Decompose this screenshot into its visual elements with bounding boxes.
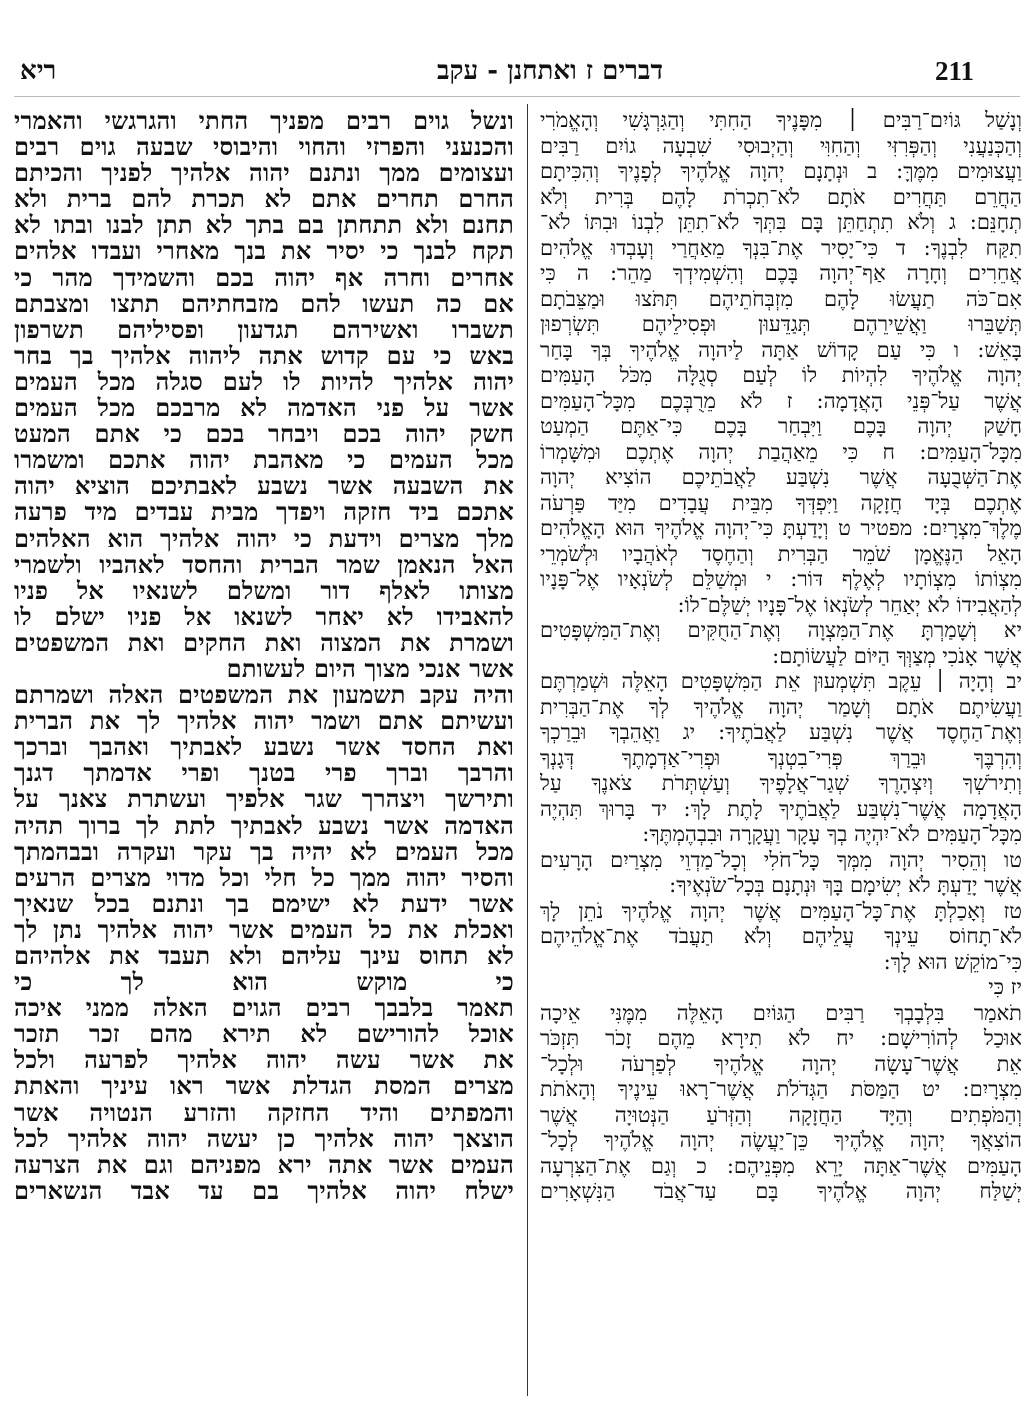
text-line: חָשַׁק יְהוָה בָּכֶם וַיִּבְחַר בָּכֶם כִּי־אַתֶּם הַמְעַט [540,414,1022,438]
text-line: ונשל גוים רבים מפניך החתי והגרגשי והאמרי [14,108,514,135]
text-line: טז וְאָכַלְתָּ אֶת־כָּל־הָעַמִּים אֲשֶׁר יְהוָה אֱלֹהֶיךָ נֹתֵן לָךְ [540,898,1022,923]
text-line: מכל העמים כי מאהבת יהוה אתכם ומשמרו [14,447,514,474]
text-line: האל הנאמן שמר הברית והחסד לאהביו ולשמרי [14,551,514,578]
text-line: וַעֲשִׂיתֶם אֹתָם וְשָׁמַר יְהוָה אֱלֹהֶיךָ לְךָ אֶת־הַבְּרִית [540,694,1022,719]
text-line: הָאֲדָמָה אֲשֶׁר־נִשְׁבַּע לַאֲבֹתֶיךָ לָתֶת לָךְ: יד בָּרוּךְ תִּהְיֶה [540,796,1022,821]
text-line: אֲחֵרִים וְחָרָה אַף־יְהוָה בָּכֶם וְהִשְׁמִידְךָ מַהֵר: ה כִּי [540,261,1022,285]
text-line: ואכלת את כל העמים אשר יהוה אלהיך נתן לך [14,916,514,943]
text-line: אשר ידעת לא ישימם בך ונתנם בכל שנאיך [14,890,514,917]
text-line: לֹא־תָחוֹס עֵינְךָ עֲלֵיהֶם וְלֹא תַעֲבֹד אֶת־אֱלֹהֵיהֶם [540,924,1022,948]
text-line: אֶת־הַשְּׁבֻעָה אֲשֶׁר נִשְׁבַּע לַאֲבֹתֵיכֶם הוֹצִיא יְהוָה [540,465,1022,489]
text-line: טו וְהֵסִיר יְהוָה מִמְּךָ כָּל־חֹלִי וְכָל־מַדְוֵי מִצְרַיִם הָרָעִים [540,847,1022,872]
text-line: אֲשֶׁר אָנֹכִי מְצַוְּךָ הַיּוֹם לַעֲשׂוֹתָם: [772,643,1022,668]
text-line: ועשיתם אתם ושמר יהוה אלהיך לך את הברית [14,708,514,735]
text-line: תשברו ואשירהם תגדעון ופסיליהם תשרפון [14,316,514,343]
text-line: אוכל להורישם לא תירא מהם זכר תזכר [14,1021,514,1048]
text-line: אשר אנכי מצוך היום לעשותם [226,655,514,683]
text-line: וְתִירֹשְׁךָ וְיִצְהָרֶךָ שְׁגַר־אֲלָפֶיךָ וְעַשְׁתְּרֹת צֹאנֶךָ עַל [540,771,1022,795]
text-line: אֶתְכֶם בְּיָד חֲזָקָה וַיִּפְדְּךָ מִבֵּית עֲבָדִים מִיַּד פַּרְעֹה [540,490,1022,515]
text-line: מִכָּל־הָעַמִּים לֹא־יִהְיֶה בְךָ עָקָר וַעֲקָרָה וּבִבְהֶמְתֶּךָ: [642,822,1022,846]
text-line: ישלח יהוה אלהיך בם עד אבד הנשארים [14,1177,514,1204]
text-line: מצרים המסת הגדלת אשר ראו עיניך והאתת [14,1073,514,1100]
text-line: והרבך וברך פרי בטנך ופרי אדמתך דגנך [14,760,514,787]
text-line: אֵת אֲשֶׁר־עָשָׂה יְהוָה אֱלֹהֶיךָ לְפַרְעֹה וּלְכָל־ [540,1051,1022,1076]
text-line: לְהַאֲבִידוֹ לֹא יְאַחֵר לְשֹׂנְאוֹ אֶל־פָּנָיו יְשַׁלֶּם־לוֹ: [677,592,1022,617]
text-line: אתכם ביד חזקה ויפדך מבית עבדים מיד פרעה [14,499,514,526]
text-line: יהוה אלהיך להיות לו לעם סגלה מכל העמים [14,368,514,396]
text-line: מצותו לאלף דור ומשלם לשנאיו אל פניו [14,577,514,604]
text-line: אם כה תעשו להם מזבחתיהם תתצו ומצבתם [14,290,514,317]
text-line: חשק יהוה בכם ויבחר בכם כי אתם המעט [14,421,514,448]
hebrew-page-number: ריא [20,56,57,86]
text-line: ועצומים ממך ונתנם יהוה אלהיך לפניך והכיתם [14,160,514,187]
text-line: תְּשַׁבֵּרוּ וַאֲשֵׁירֵהֶם תְּגַדֵּעוּן וּפְסִילֵיהֶם תִּשְׂרְפוּן [540,312,1022,336]
text-line: העמים אשר אתה ירא מפניהם וגם את הצרעה [14,1151,514,1178]
text-line: מֶלֶךְ־מִצְרָיִם: מפטיר ט וְיָדַעְתָּ כִּי־יְהוָה אֱלֹהֶיךָ הוּא הָאֱלֹהִים [540,516,1022,540]
text-line: את אשר עשה יהוה אלהיך לפרעה ולכל [14,1047,514,1074]
text-line: אחרים וחרה אף יהוה בכם והשמידך מהר כי [14,264,514,291]
text-line: יב וְהָיָה ׀ עֵקֶב תִּשְׁמְעוּן אֵת הַמִּשְׁפָּטִים הָאֵלֶּה וּשְׁמַרְתֶּם [540,669,1022,693]
vowelized-text-column [540,108,1022,1205]
text-line: תחנם ולא תתחתן בם בתך לא תתן לבנו ובתו לא [14,212,514,239]
text-line: כי מוקש הוא לך כי [14,969,514,996]
text-line: הַחֲרֵם תַּחֲרִים אֹתָם לֹא־תִכְרֹת לָהֶם בְּרִית וְלֹא [540,184,1022,209]
text-line: אִם־כֹּה תַעֲשׂוּ לָהֶם מִזְבְּחֹתֵיהֶם תִּתֹּצוּ וּמַצֵּבֹתָם [540,286,1022,311]
text-line: יְהוָה אֱלֹהֶיךָ לִהְיוֹת לוֹ לְעַם סְגֻלָּה מִכֹּל הָעַמִּים [540,363,1022,387]
text-line: להאבידו לא יאחר לשנאו אל פניו ישלם לו [14,603,514,630]
text-line: אֲשֶׁר יָדַעְתָּ לֹא יְשִׂימָם בָּךְ וּנְתָנָם בְּכָל־שֹׂנְאֶיךָ: [669,873,1022,897]
text-line: וְהַמֹּפְתִים וְהַיָּד הַחֲזָקָה וְהַזְּרֹעַ הַנְּטוּיָה אֲשֶׁר [540,1102,1022,1127]
text-line: מִכָּל־הָעַמִּים: ח כִּי מֵאַהֲבַת יְהוָה אֶתְכֶם וּמִשָּׁמְרוֹ [540,439,1022,464]
scroll-text-column [14,108,514,1204]
text-line: הָעַמִּים אֲשֶׁר־אַתָּה יָרֵא מִפְּנֵיהֶם: כ וְגַם אֶת־הַצִּרְעָה [540,1153,1022,1178]
text-line: הָאֵל הַנֶּאֱמָן שֹׁמֵר הַבְּרִית וְהַחֶסֶד לְאֹהֲבָיו וּלְשֹׁמְרֵי [540,541,1022,566]
text-line: תֹאמַר בִּלְבָבְךָ רַבִּים הַגּוֹיִם הָאֵלֶּה מִמֶּנִּי אֵיכָה [540,1000,1022,1025]
text-line: מִצְרָיִם: יט הַמַּסֹּת הַגְּדֹלֹת אֲשֶׁר־רָאוּ עֵינֶיךָ וְהָאֹתֹת [540,1077,1022,1101]
text-line: בָּאֵשׁ: ו כִּי עַם קָדוֹשׁ אַתָּה לַיהוָה אֱלֹהֶיךָ בְּךָ בָּחַר [540,337,1022,362]
text-line: הוצאך יהוה אלהיך כן יעשה יהוה אלהיך לכל [14,1125,514,1152]
text-line: באש כי עם קדוש אתה ליהוה אלהיך בך בחר [14,342,514,369]
text-line: אֲשֶׁר עַל־פְּנֵי הָאֲדָמָה: ז לֹא מֵרֻבְּכֶם מִכָּל־הָעַמִּים [540,388,1022,413]
text-line: וְנָשַׁל גּוֹיִם־רַבִּים ׀ מִפָּנֶיךָ הַחִתִּי וְהַגִּרְגָּשִׁי וְהָאֱמֹרִי [540,108,1022,132]
text-line: לא תחוס עינך עליהם ולא תעבד את אלהיהם [14,943,514,970]
text-line: וַעֲצוּמִים מִמֶּךָּ: ב וּנְתָנָם יְהוָה אֱלֹהֶיךָ לְפָנֶיךָ וְהִכִּיתָם [540,159,1022,183]
text-line: וְאֶת־הַחֶסֶד אֲשֶׁר נִשְׁבַּע לַאֲבֹתֶיךָ: יג וַאֲהֵבְךָ וּבֵרַכְךָ [540,720,1022,744]
text-line: והכנעני והפרזי והחוי והיבוסי שבעה גוים רבים [14,134,514,161]
running-title: דברים ז ואתחנן - עקב [437,56,663,86]
text-line: והמפתים והיד החזקה והזרע הנטויה אשר [14,1099,514,1126]
text-line: יז כִּי [988,975,1022,999]
text-line: הוֹצִאֲךָ יְהוָה אֱלֹהֶיךָ כֵּן־יַעֲשֶׂה יְהוָה אֱלֹהֶיךָ לְכָל־ [540,1128,1022,1152]
text-line: תְחָנֵּם: ג וְלֹא תִתְחַתֵּן בָּם בִּתְּךָ לֹא־תִתֵּן לִבְנוֹ וּבִתּוֹ לֹא־ [540,210,1022,234]
text-line: תִקַּח לִבְנֶךָ: ד כִּי־יָסִיר אֶת־בִּנְךָ מֵאַחֲרַי וְעָבְדוּ אֱלֹהִים [540,235,1022,260]
text-line: יא וְשָׁמַרְתָּ אֶת־הַמִּצְוָה וְאֶת־הַחֻקִּים וְאֶת־הַמִּשְׁפָּטִים [540,618,1022,642]
text-line: יְשַׁלַּח יְהוָה אֱלֹהֶיךָ בָּם עַד־אֲבֹד הַנִּשְׁאָרִים [540,1179,1022,1203]
text-line: את השבעה אשר נשבע לאבתיכם הוציא יהוה [14,473,514,500]
header-rule [14,96,1020,97]
text-line: כִּי־מוֹקֵשׁ הוּא לָךְ: [883,949,1022,974]
page-number: 211 [935,56,975,86]
text-line: האדמה אשר נשבע לאבתיך לתת לך ברוך תהיה [14,812,514,839]
text-line: ושמרת את המצוה ואת החקים ואת המשפטים [14,629,514,656]
text-line: מכל העמים לא יהיה בך עקר ועקרה ובבהמתך [14,838,514,865]
text-line: החרם תחרים אתם לא תכרת להם ברית ולא [14,186,514,213]
text-line: מִצְוֹתוֹ מִצְוֹתָיו לְאֶלֶף דּוֹר: י וּמְשַׁלֵּם לְשֹׂנְאָיו אֶל־פָּנָיו [540,567,1022,591]
page-header [0,52,1035,92]
text-line: והיה עקב תשמעון את המשפטים האלה ושמרתם [14,682,514,709]
text-line: ואת החסד אשר נשבע לאבתיך ואהבך וברכך [14,734,514,761]
text-line: מלך מצרים וידעת כי יהוה אלהיך הוא האלהים [14,525,514,552]
text-line: תקח לבנך כי יסיר את בנך מאחרי ועבדו אלהים [14,238,514,265]
text-line: וְהַכְּנַעֲנִי וְהַפְּרִזִּי וְהַחִוִּי וְהַיְבוּסִי שִׁבְעָה גוֹיִם רַבִּים [540,133,1022,158]
text-line: וְהִרְבֶּךָ וּבֵרַךְ פְּרִי־בִטְנְךָ וּפְרִי־אַדְמָתֶךָ דְּגָנְךָ [540,745,1022,770]
text-line: והסיר יהוה ממך כל חלי וכל מדוי מצרים הרעים [14,864,514,891]
text-line: אשר על פני האדמה לא מרבכם מכל העמים [14,395,514,422]
column-divider [527,104,528,1396]
text-line: ותירשך ויצהרך שגר אלפיך ועשתרת צאנך על [14,786,514,813]
text-line: תאמר בלבבך רבים הגוים האלה ממני איכה [14,995,514,1022]
text-line: אוּכַל לְהוֹרִישָׁם: יח לֹא תִירָא מֵהֶם זָכֹר תִּזְכֹּר [540,1026,1022,1050]
